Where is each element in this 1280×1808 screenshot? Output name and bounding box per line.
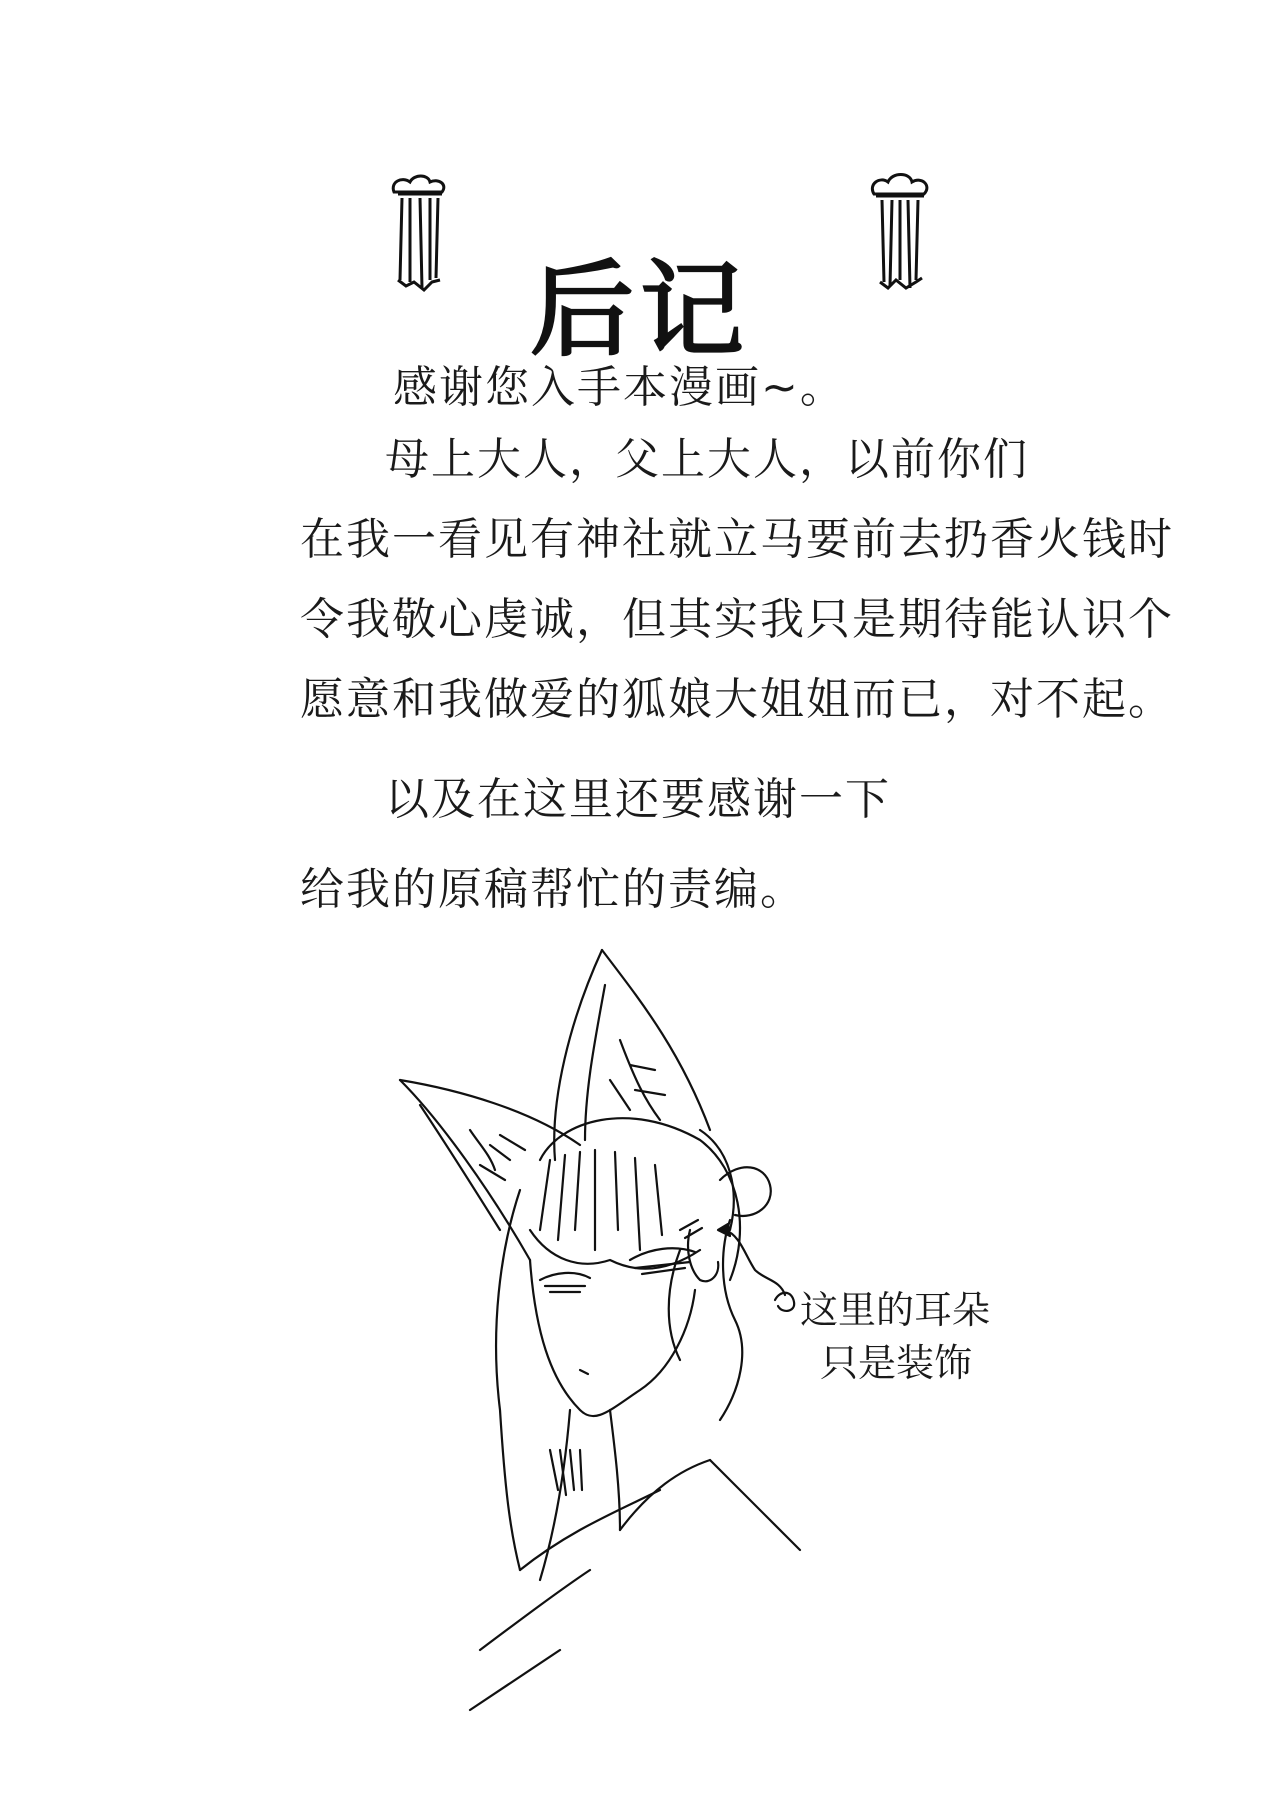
body-line-1: 感谢您入手本漫画~。: [393, 362, 846, 413]
sketch-note-line-1: 这里的耳朵: [800, 1288, 991, 1332]
body-line-7: 给我的原稿帮忙的责编。: [300, 864, 806, 915]
page-title: 后记: [529, 248, 750, 371]
column-ornament-right-icon: [860, 170, 940, 300]
sketch-note-line-2: 只是装饰: [820, 1341, 973, 1385]
body-line-6: 以及在这里还要感谢一下: [385, 774, 891, 825]
body-line-5: 愿意和我做爱的狐娘大姐姐而已，对不起。: [300, 674, 1174, 725]
body-line-2: 母上大人，父上大人，以前你们: [385, 434, 1029, 485]
body-line-3: 在我一看见有神社就立马要前去扔香火钱时: [300, 514, 1174, 565]
body-line-4: 令我敬心虔诚，但其实我只是期待能认识个: [300, 594, 1174, 645]
